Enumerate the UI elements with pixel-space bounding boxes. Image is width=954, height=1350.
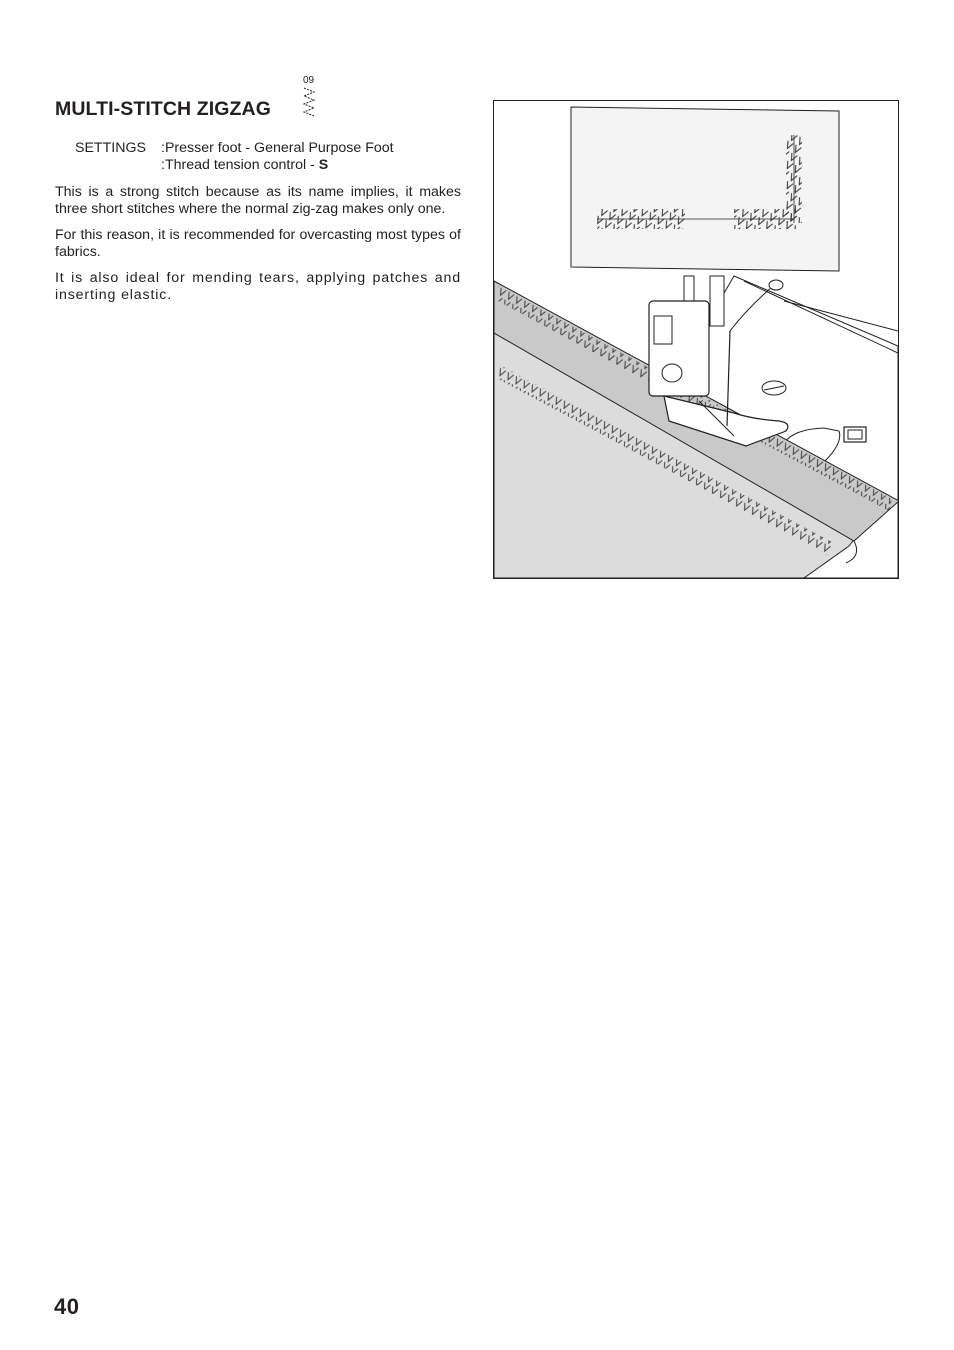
stitch-number: 09 [303,75,315,86]
page-number: 40 [54,1294,80,1319]
bobbin-window [844,427,866,442]
description-paragraph: This is a strong stitch because as its name implies, it makes three short stitches where the normal zig-zag makes only one. [55,184,461,217]
presser-foot-setting: :Presser foot - General Purpose Foot [161,140,394,156]
thread-tension-setting [161,157,328,174]
thread-tension-value: S [318,157,329,173]
multi-stitch-zigzag-icon [300,87,318,117]
overcasting-paragraph: For this reason, it is recommended for overcasting most types of fabrics. [55,227,461,260]
page-title: MULTI-STITCH ZIGZAG [55,98,271,120]
thread-tension-label: :Thread tension control - [161,157,319,173]
sewing-machine-illustration [493,100,899,579]
presser-foot-shank [649,301,709,396]
settings-label: SETTINGS [75,140,146,156]
uses-paragraph: It is also ideal for mending tears, applying patches and inserting elastic. [55,270,461,303]
